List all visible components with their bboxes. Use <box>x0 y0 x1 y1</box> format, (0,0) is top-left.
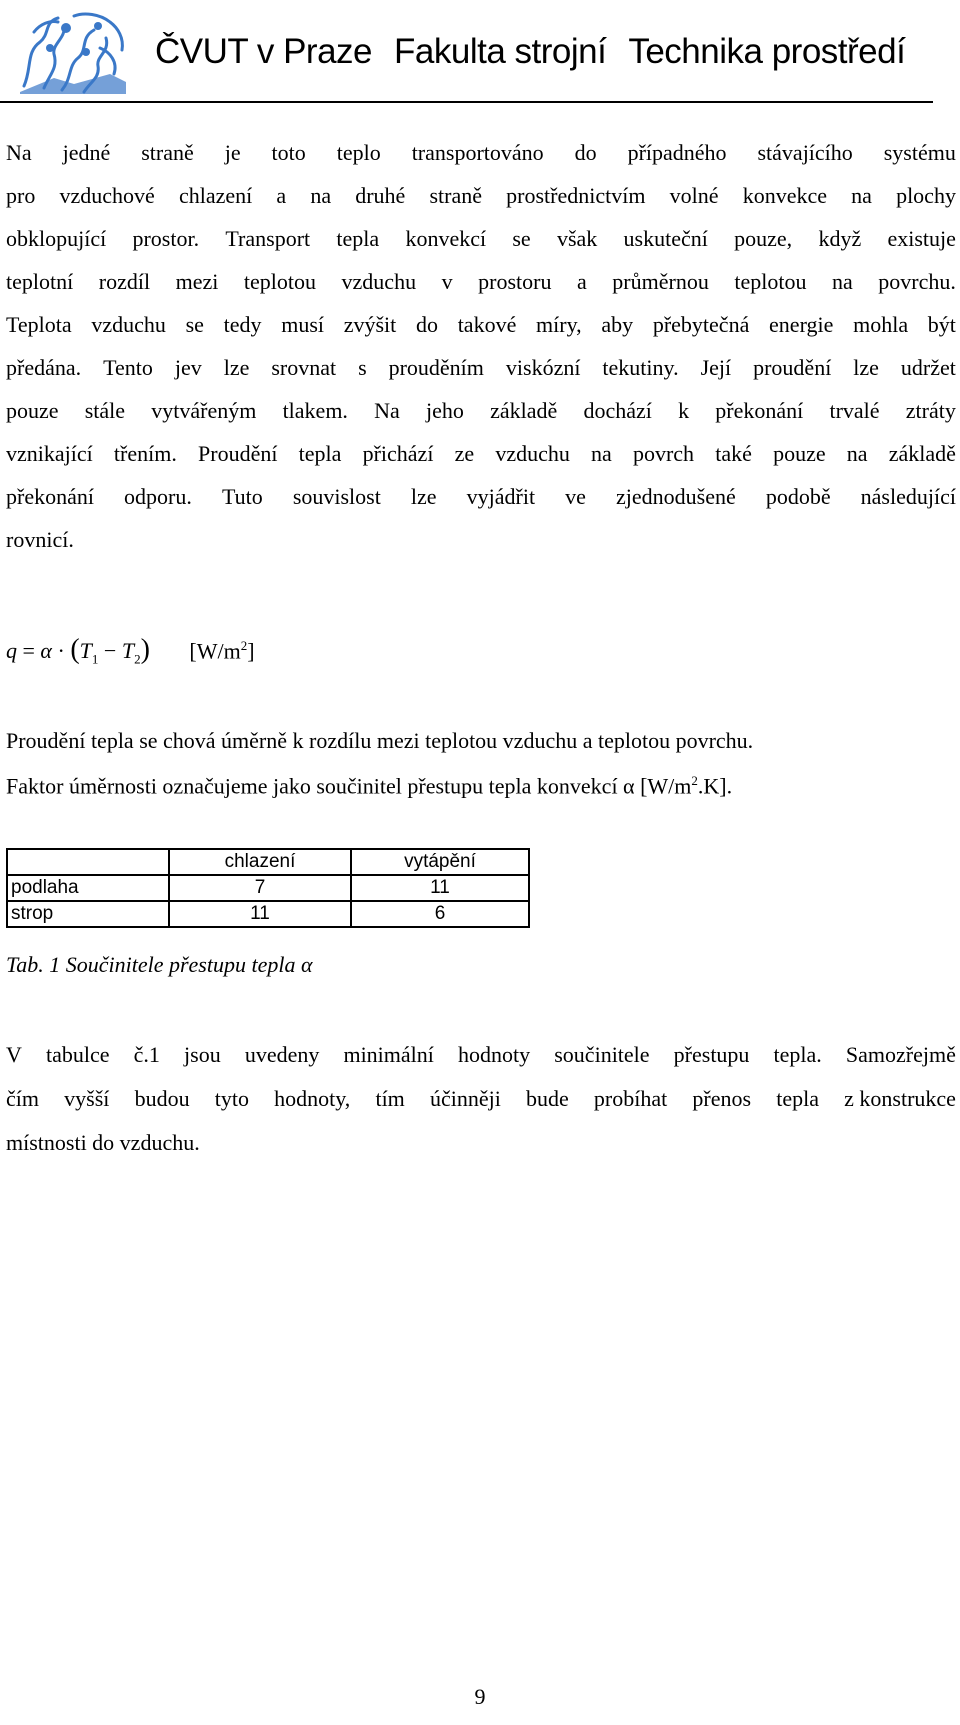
text-word: transportováno <box>411 140 544 165</box>
text-word: proudění <box>753 355 832 380</box>
text-word: na <box>591 441 612 466</box>
text-word: vzduchu <box>495 441 570 466</box>
header-title <box>155 32 905 72</box>
text-word: když <box>818 226 862 251</box>
text-word: minimální <box>343 1042 434 1067</box>
text-word: třením. <box>113 441 177 466</box>
text-word: viskózní <box>505 355 581 380</box>
text-word: s <box>358 355 367 380</box>
text-word: chlazení <box>178 183 253 208</box>
header-university: ČVUT v Praze <box>155 32 373 71</box>
text-word: tabulce <box>46 1042 110 1067</box>
formula-sub1: 1 <box>91 651 99 667</box>
formula-q: q <box>6 638 17 663</box>
formula-equals: = <box>17 638 41 663</box>
text-word: teplotou <box>243 269 317 294</box>
table-header-row <box>7 849 529 875</box>
text-line <box>6 773 732 799</box>
text-word: také <box>715 441 752 466</box>
table-row <box>7 875 529 901</box>
text-word: pouze <box>6 398 59 423</box>
text-word: se <box>185 312 204 337</box>
text-word: volné <box>669 183 719 208</box>
table-cell: 11 <box>169 901 351 927</box>
text-line: místnosti do vzduchu. <box>6 1130 200 1155</box>
text-word: straně <box>141 140 194 165</box>
text-line <box>6 183 956 209</box>
header-rule <box>0 101 933 103</box>
text-word: vytvářeným <box>151 398 257 423</box>
text-word: v <box>441 269 453 294</box>
text-word: na <box>851 183 872 208</box>
text-word: jsou <box>184 1042 221 1067</box>
text-word: aby <box>601 312 634 337</box>
text-word: a <box>577 269 587 294</box>
cvut-logo-icon <box>14 8 132 94</box>
text-word: dochází <box>583 398 652 423</box>
text-word: jev <box>174 355 202 380</box>
text-word: existuje <box>887 226 956 251</box>
text-word: následující <box>860 484 956 509</box>
text-word: stávajícího <box>757 140 853 165</box>
text-word: povrch <box>632 441 695 466</box>
text-word: tekutiny. <box>602 355 679 380</box>
text-word: mohla <box>853 312 909 337</box>
text-line <box>6 140 956 166</box>
heat-transfer-table <box>6 848 530 928</box>
table-cell: podlaha <box>7 875 169 901</box>
text-word: uskuteční <box>623 226 708 251</box>
text-segment: Faktor úměrnosti označujeme jako součinitel přestupu tepla konvekcí α [W/m <box>6 773 692 799</box>
text-word: předána. <box>6 355 82 380</box>
text-line: rovnicí. <box>6 527 74 552</box>
text-word: z konstrukce <box>844 1086 956 1111</box>
text-word: podobě <box>765 484 831 509</box>
table-header-cell: chlazení <box>169 849 351 875</box>
text-word: Tento <box>103 355 153 380</box>
text-line <box>6 441 956 467</box>
text-word: Proudění <box>198 441 278 466</box>
formula-unit-base: [W/m <box>189 638 241 663</box>
text-word: ve <box>565 484 586 509</box>
text-word: Na <box>6 140 32 165</box>
text-word: hodnoty, <box>274 1086 351 1111</box>
text-word: prouděním <box>388 355 484 380</box>
formula-unit-close: ] <box>247 638 255 663</box>
text-word: teplotou <box>734 269 807 294</box>
text-word: být <box>927 312 956 337</box>
text-word: toto <box>271 140 306 165</box>
text-word: vzduchové <box>59 183 155 208</box>
text-word: druhé <box>355 183 406 208</box>
text-word: účinněji <box>429 1086 501 1111</box>
text-word: prostoru <box>478 269 552 294</box>
text-word: souvislost <box>292 484 381 509</box>
text-word: vyšší <box>64 1086 110 1111</box>
text-word: překonání <box>715 398 804 423</box>
text-word: pouze, <box>734 226 793 251</box>
text-word: straně <box>429 183 483 208</box>
text-word: tepla <box>298 441 342 466</box>
text-line <box>6 1086 956 1112</box>
table-cell: 7 <box>169 875 351 901</box>
text-word: uvedeny <box>244 1042 320 1067</box>
text-word: vzduchu <box>341 269 417 294</box>
header-department: Technika prostředí <box>628 32 906 71</box>
text-word: ztráty <box>905 398 956 423</box>
text-word: se <box>512 226 531 251</box>
text-word: systému <box>883 140 956 165</box>
text-word: srovnat <box>271 355 337 380</box>
text-word: plochy <box>896 183 956 208</box>
text-word: zvýšit <box>343 312 397 337</box>
formula-sub2: 2 <box>134 651 141 667</box>
text-word: překonání <box>6 484 94 509</box>
formula-unit-sup: 2 <box>240 637 248 653</box>
text-line <box>6 1042 956 1068</box>
text-word: tím <box>375 1086 405 1111</box>
text-word: prostřednictvím <box>506 183 646 208</box>
text-word: budou <box>134 1086 190 1111</box>
text-line <box>6 269 956 295</box>
text-word: musí <box>281 312 325 337</box>
text-word: lze <box>853 355 879 380</box>
text-line <box>6 355 956 381</box>
text-line <box>6 312 956 338</box>
text-line <box>6 226 956 252</box>
page-header <box>0 0 960 104</box>
text-word: a <box>276 183 287 208</box>
text-word: jedné <box>62 140 111 165</box>
text-word: Samozřejmě <box>845 1042 956 1067</box>
formula-heat-flux <box>6 634 255 667</box>
formula-t1: T <box>79 638 92 663</box>
text-word: trvalé <box>829 398 880 423</box>
text-word: přestupu <box>673 1042 750 1067</box>
text-word: udržet <box>900 355 956 380</box>
text-word: teplotní <box>6 269 74 294</box>
text-word: přebytečná <box>652 312 750 337</box>
text-word: takové <box>457 312 517 337</box>
text-word: průměrnou <box>612 269 709 294</box>
text-word: hodnoty <box>458 1042 531 1067</box>
text-word: přenos <box>692 1086 752 1111</box>
formula-dot: · <box>51 638 71 663</box>
text-word: tlakem. <box>282 398 348 423</box>
text-word: základě <box>490 398 558 423</box>
text-word: součinitele <box>554 1042 650 1067</box>
text-word: Transport <box>225 226 311 251</box>
text-word: vznikající <box>6 441 93 466</box>
text-word: odporu. <box>124 484 192 509</box>
text-word: k <box>678 398 690 423</box>
text-word: konvekce <box>742 183 827 208</box>
text-word: pro <box>6 183 36 208</box>
text-word: č.1 <box>133 1042 160 1067</box>
text-word: na <box>310 183 332 208</box>
text-word: povrchu. <box>878 269 956 294</box>
text-word: přichází <box>362 441 434 466</box>
formula-unit <box>189 638 254 664</box>
text-word: mezi <box>175 269 219 294</box>
text-word: míry, <box>536 312 582 337</box>
text-word: však <box>556 226 598 251</box>
formula-open-paren: ( <box>70 634 80 665</box>
table-cell: 6 <box>351 901 529 927</box>
text-word: energie <box>769 312 834 337</box>
text-word: tyto <box>214 1086 249 1111</box>
text-word: vyjádřit <box>466 484 536 509</box>
text-word: tepla <box>776 1086 819 1111</box>
table-cell: 11 <box>351 875 529 901</box>
text-word: jeho <box>426 398 464 423</box>
text-word: Její <box>700 355 732 380</box>
page-number: 9 <box>474 1684 486 1709</box>
table-caption: Tab. 1 Součinitele přestupu tepla α <box>6 952 313 977</box>
text-word: na <box>832 269 853 294</box>
text-word: na <box>846 441 868 466</box>
text-word: probíhat <box>593 1086 668 1111</box>
text-word: do <box>415 312 438 337</box>
table-header-cell <box>7 849 169 875</box>
text-word: lze <box>410 484 437 509</box>
text-word: Na <box>374 398 400 423</box>
text-word: ze <box>454 441 475 466</box>
text-word: konvekcí <box>405 226 487 251</box>
header-faculty: Fakulta strojní <box>394 32 607 71</box>
text-word: lze <box>223 355 250 380</box>
table-header-cell: vytápění <box>351 849 529 875</box>
formula-close-paren: ) <box>140 634 150 665</box>
text-word: vzduchu <box>91 312 166 337</box>
text-word: základě <box>888 441 956 466</box>
text-word: prostor. <box>132 226 200 251</box>
text-line: Proudění tepla se chová úměrně k rozdílu mezi teplotou vzduchu a teplotou povrchu. <box>6 728 754 753</box>
text-word: čím <box>6 1086 39 1111</box>
text-word: stále <box>84 398 126 423</box>
text-word: do <box>574 140 597 165</box>
text-word: tedy <box>223 312 262 337</box>
formula-minus: − <box>98 638 122 663</box>
text-segment: .K]. <box>697 773 733 799</box>
text-word: Teplota <box>6 312 72 337</box>
text-line <box>6 484 956 510</box>
formula-alpha: α <box>40 638 52 663</box>
text-word: zjednodušené <box>616 484 736 509</box>
text-word: bude <box>525 1086 569 1111</box>
text-word: V <box>6 1042 22 1067</box>
text-word: je <box>224 140 241 165</box>
text-word: Tuto <box>221 484 263 509</box>
text-superscript: 2 <box>691 773 698 788</box>
table-row <box>7 901 529 927</box>
text-word: obklopující <box>6 226 107 251</box>
text-word: teplo <box>336 140 381 165</box>
formula-t2: T <box>121 638 135 663</box>
text-word: rozdíl <box>98 269 151 294</box>
text-line <box>6 398 956 424</box>
text-word: pouze <box>773 441 826 466</box>
text-word: tepla. <box>773 1042 822 1067</box>
text-word: případného <box>627 140 727 165</box>
table-cell: strop <box>7 901 169 927</box>
text-word: tepla <box>336 226 380 251</box>
